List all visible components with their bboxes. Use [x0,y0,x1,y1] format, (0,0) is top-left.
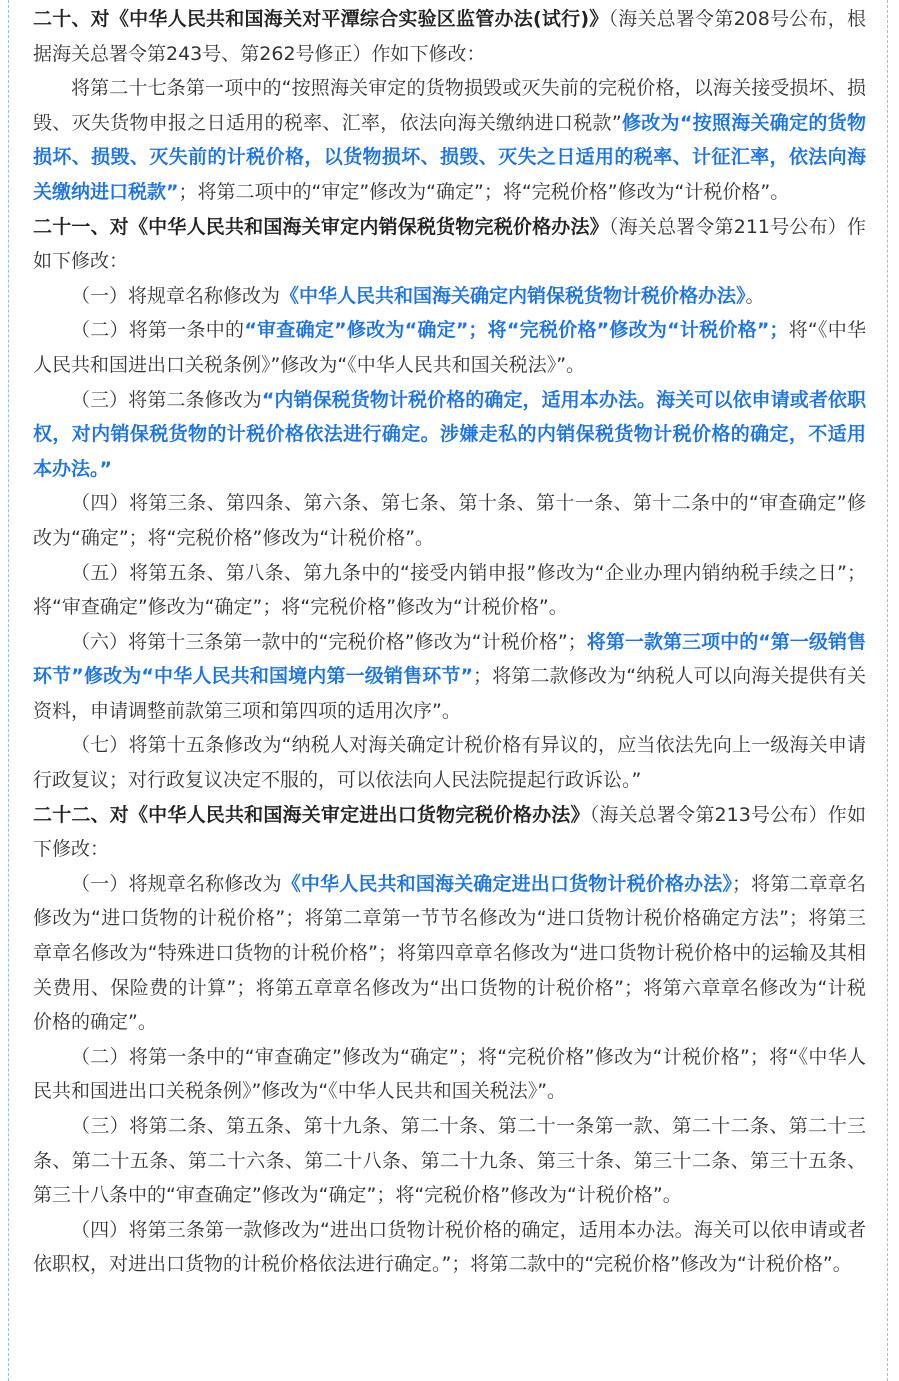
body-text: ；将第二项中的“审定”修改为“确定”；将“完税价格”修改为“计税价格”。 [178,180,790,203]
highlighted-text: “审查确定”修改为“确定”；将“完税价格”修改为“计税价格”； [244,319,789,342]
body-text: 。 [745,284,765,307]
body-text: （三）将第二条修改为 [71,388,262,411]
right-dashed-border [887,0,888,1381]
body-text: （一）将规章名称修改为 [71,872,282,895]
amendment-paragraph [33,556,866,625]
amendment-paragraph [33,313,866,382]
left-dashed-border [8,0,9,1381]
body-text: （四）将第三条、第四条、第六条、第七条、第十条、第十一条、第十二条中的“审查确定”修改为“确定”；将“完税价格”修改为“计税价格”。 [33,492,866,549]
section-heading-title: 二十一、对《中华人民共和国海关审定内销保税货物完税价格办法》 [33,215,609,238]
section-heading [33,2,866,71]
section-heading-note: （海关总署令第211号公布）作如下修改： [33,215,866,273]
highlighted-text: “内销保税货物计税价格的确定，适用本办法。海关可以依申请或者依职权，对内销保税货物的计税价格依法进行确定。涉嫌走私的内销保税货物计税价格的确定，不适用本办法。” [33,388,866,480]
body-text: （四）将第三条第一款修改为“进出口货物计税价格的确定，适用本办法。海关可以依申请或者依职权，对进出口货物的计税价格依法进行确定。”；将第二款中的“完税价格”修改为“计税价格”。 [33,1218,866,1276]
body-text: （三）将第二条、第五条、第十九条、第二十条、第二十一条第一款、第二十二条、第二十三条、第二十五条、第二十六条、第二十八条、第二十九条、第三十条、第三十二条、第三十五条、第三十八条中的“审查确定”修改为“确定”；将“完税价格”修改为“计税价格”。 [33,1115,866,1207]
amendment-paragraph [33,1109,866,1213]
body-text: （一）将规章名称修改为 [71,284,281,307]
section-heading [33,210,866,279]
section-heading-note: （海关总署令第208号公布，根据海关总署令第243号、第262号修正）作如下修改： [33,8,866,65]
body-text: （六）将第十三条第一款中的“完税价格”修改为“计税价格”； [71,630,587,653]
highlighted-text: 将第一款第三项中的“第一级销售环节”修改为“中华人民共和国境内第一级销售环节” [33,630,866,688]
amendment-paragraph [33,1213,866,1282]
highlighted-text: 《中华人民共和国海关确定进出口货物计税价格办法》 [281,872,733,895]
body-text: （二）将第一条中的“审查确定”修改为“确定”；将“完税价格”修改为“计税价格”；将“《中华人民共和国进出口关税条例》”修改为“《中华人民共和国关税法》”。 [33,1045,866,1103]
body-text: 将“《中华人民共和国进出口关税条例》”修改为“《中华人民共和国关税法》”。 [33,319,866,376]
amendment-paragraph [33,71,866,209]
body-text: （五）将第五条、第八条、第九条中的“接受内销申报”修改为“企业办理内销纳税手续之日”；将“审查确定”修改为“确定”；将“完税价格”修改为“计税价格”。 [33,561,866,619]
body-text: ；将第二款修改为“纳税人可以向海关提供有关资料，申请调整前款第三项和第四项的适用次序”。 [33,665,866,722]
highlighted-text: 《中华人民共和国海关确定内销保税货物计税价格办法》 [280,284,746,307]
body-text: ；将第二章章名修改为“进口货物的计税价格”；将第二章第一节节名修改为“进口货物计税价格确定方法”；将第三章章名修改为“特殊进口货物的计税价格”；将第四章章名修改为“进口货物计税价格中的运输及其相关费用、保险费的计算”；将第五章章名修改为“出口货物的计税价格”；将第六章章名修改为“计税价格的确定”。 [33,872,866,1034]
amendment-paragraph [33,383,866,487]
highlighted-text: 修改为“按照海关确定的货物损坏、损毁、灭失前的计税价格，以货物损坏、损毁、灭失之日适用的税率、计征汇率，依法向海关缴纳进口税款” [33,111,866,203]
amendment-paragraph [33,728,866,797]
section-heading-title: 二十、对《中华人民共和国海关对平潭综合实验区监管办法(试行)》 [33,8,609,30]
amendment-paragraph [33,1040,866,1109]
document-content [33,2,866,1282]
section-heading-note: （海关总署令第213号公布）作如下修改： [33,803,866,861]
amendment-paragraph [33,625,866,729]
body-text: （七）将第十五条修改为“纳税人对海关确定计税价格有异议的，应当依法先向上一级海关申请行政复议；对行政复议决定不服的，可以依法向人民法院提起行政诉讼。” [33,734,866,792]
amendment-paragraph [33,867,866,1040]
amendment-paragraph [33,486,866,555]
body-text: （二）将第一条中的 [71,319,245,342]
section-heading-title: 二十二、对《中华人民共和国海关审定进出口货物完税价格办法》 [33,803,590,826]
body-text: 将第二十七条第一项中的“按照海关审定的货物损毁或灭失前的完税价格，以海关接受损坏、损毁、灭失货物申报之日适用的税率、汇率，依法向海关缴纳进口税款” [33,77,866,134]
section-heading [33,798,866,867]
amendment-paragraph [33,279,866,314]
